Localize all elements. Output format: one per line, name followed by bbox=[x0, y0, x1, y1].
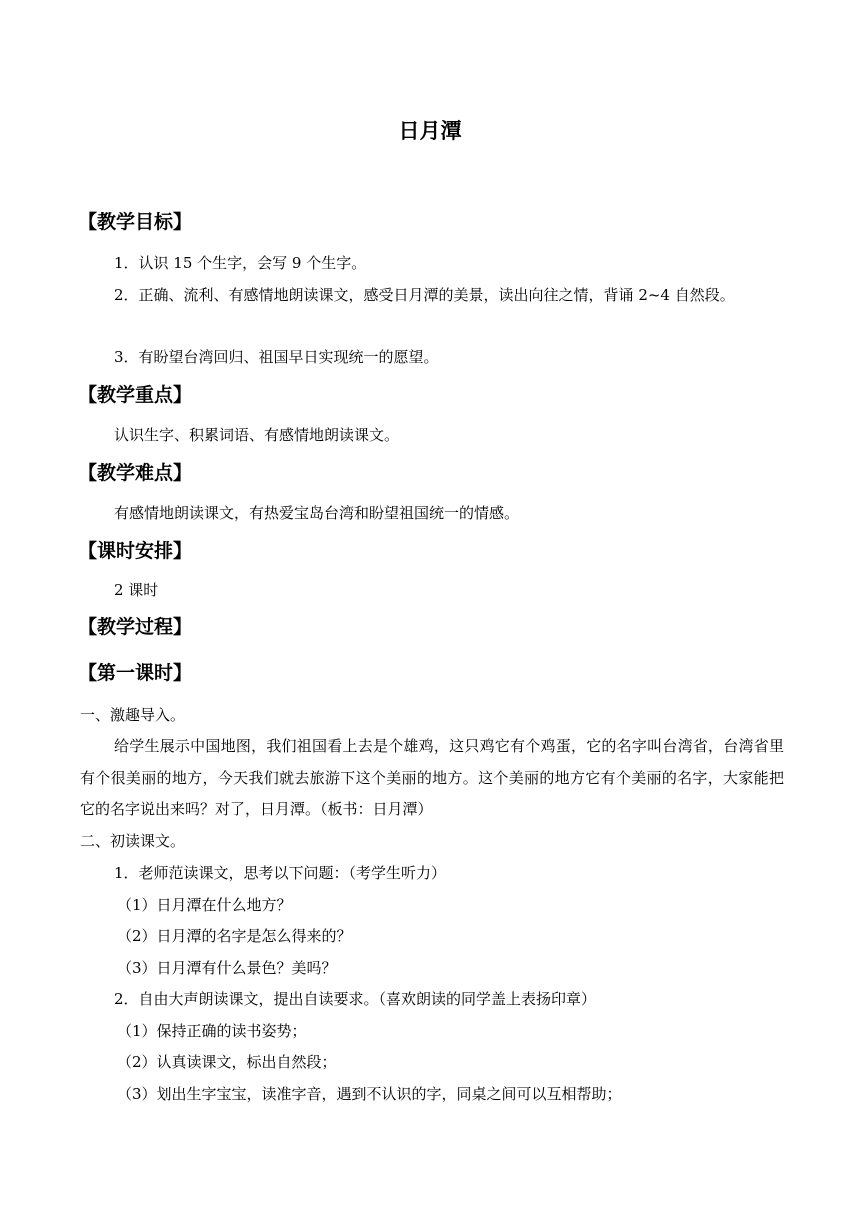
key-heading: 【教学重点】 bbox=[78, 384, 193, 406]
difficulty-text: 有感情地朗读课文，有热爱宝岛台湾和盼望祖国统一的情感。 bbox=[114, 504, 520, 522]
key-text: 认识生字、积累词语、有感情地朗读课文。 bbox=[114, 426, 400, 444]
question-2: （2）日月潭的名字是怎么得来的？ bbox=[117, 927, 352, 945]
goal-3: 3．有盼望台湾回归、祖国早日实现统一的愿望。 bbox=[114, 348, 439, 366]
step1-title: 一、激趣导入。 bbox=[80, 706, 186, 724]
question-1: （1）日月潭在什么地方？ bbox=[117, 896, 292, 914]
goals-heading: 【教学目标】 bbox=[78, 211, 193, 233]
schedule-heading: 【课时安排】 bbox=[78, 540, 193, 562]
step2-item-1: 1．老师范读课文，思考以下问题：（考学生听力） bbox=[114, 864, 447, 882]
goal-1: 1．认识 15 个生字，会写 9 个生字。 bbox=[114, 254, 367, 272]
process-heading: 【教学过程】 bbox=[78, 616, 193, 638]
schedule-text: 2 课时 bbox=[114, 581, 159, 599]
step2-title: 二、初读课文。 bbox=[80, 832, 186, 850]
goal-2: 2．正确、流利、有感情地朗读课文，感受日月潭的美景，读出向往之情，背诵 2~4 自然段。 bbox=[114, 286, 735, 304]
requirement-3: （3）划出生字宝宝，读准字音，遇到不认识的字，同桌之间可以互相帮助； bbox=[117, 1085, 622, 1103]
requirement-1: （1）保持正确的读书姿势； bbox=[117, 1022, 307, 1040]
step2-item-2: 2．自由大声朗读课文，提出自读要求。（喜欢朗读的同学盖上表扬印章） bbox=[114, 990, 597, 1008]
difficulty-heading: 【教学难点】 bbox=[78, 462, 193, 484]
step1-text: 给学生展示中国地图，我们祖国看上去是个雄鸡，这只鸡它有个鸡蛋，它的名字叫台湾省，台湾省里有个很美丽的地方，今天我们就去旅游下这个美丽的地方。这个美丽的地方它有个美丽的名字，大家能把它的名字说出来吗？对了，日月潭。（板书：日月潭） bbox=[80, 737, 784, 818]
lesson1-heading: 【第一课时】 bbox=[78, 662, 193, 684]
page-title: 日月潭 bbox=[398, 119, 462, 143]
question-3: （3）日月潭有什么景色？美吗？ bbox=[117, 959, 337, 977]
requirement-2: （2）认真读课文，标出自然段； bbox=[117, 1053, 337, 1071]
